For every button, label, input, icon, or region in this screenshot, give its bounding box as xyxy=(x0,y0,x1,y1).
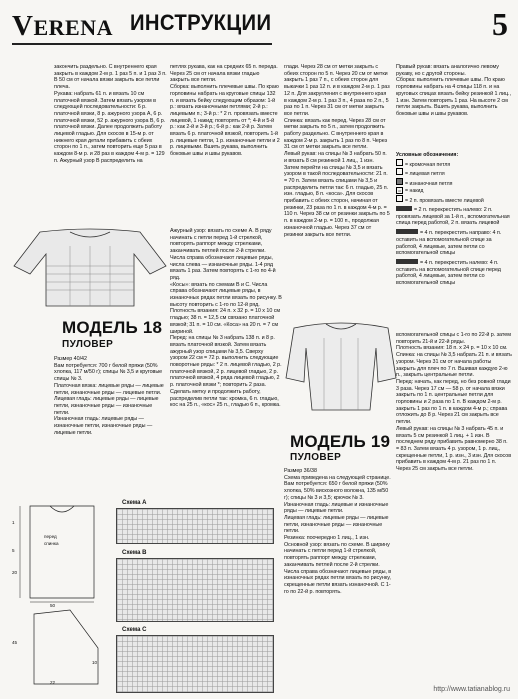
model18-title: МОДЕЛЬ 18 xyxy=(62,318,163,337)
col4-text xyxy=(396,64,512,118)
col1-top-paragraph: закончить раздельно. С внутреннего края закрыть в каждом 2-м р. 1 раз 5 п. и 1 раз 3 п. В 50 см от начала вязки закрыть все петли плеча. xyxy=(54,64,167,91)
legend-title: Условные обозначения: xyxy=(396,152,459,158)
legend-cable-2: = 4 п. перекрестить направо: 4 п. оставить на вспомогательной спице за работой, 4 лицевые, затем петли со вспомогательной спицы xyxy=(396,230,502,257)
model19-sketch xyxy=(284,318,398,414)
header-rule xyxy=(12,43,272,45)
page-title: ИНСТРУКЦИИ xyxy=(130,10,272,35)
col4-rows-paragraph: вспомогательной спицы с 1-го по 22-й р. затем повторить 21-й и 22-й ряды. xyxy=(396,332,511,345)
model19-purl: Изнаночная гладь: лицевые и изнаночные ряды — лицевые петли. xyxy=(284,501,389,515)
col4-top-paragraph: Правый рукав: вязать аналогично левому рукаву, но с другой стороны. xyxy=(396,64,499,77)
model19-stockinette: Лицевая гладь: лицевые ряды — лицевые петли, изнаночные ряды — изнаночные петли. xyxy=(284,514,389,535)
schema-c-label: Схема С xyxy=(122,627,147,633)
model18-sketch xyxy=(10,226,170,310)
col2-density-paragraph: Плотность вязания: 24 п. х 32 р. = 10 х 10 см гладью; 38 п. = 12,5 см связано платочной вязкой; 31 п. = 10 см. «Коса» на 20 п. = 7 см шириной. xyxy=(170,308,281,335)
watermark: http://www.tatianablog.ru xyxy=(433,686,510,693)
legend-item-4: = 2 п. провязать вместе лицевой xyxy=(396,195,514,205)
page-number: 5 xyxy=(492,6,508,42)
legend-item-0: = кромочная петля xyxy=(396,159,514,169)
model19-intro: Схема приведена на следующей странице. xyxy=(284,474,391,481)
col3-back-paragraph: Спинка: вязать как перед. Через 28 см от метки закрыть по 5 п., затем продолжить работу раздельно. С внутреннего края в каждом 2-м р. закрыть 1 раз по 8 п. Через 31 см от метки закрыть все петли. xyxy=(284,117,388,151)
dim-label-back: спинка xyxy=(44,541,59,546)
col2-lace-paragraph: Ажурный узор: вязать по схеме А. В ряду начинать с петли перед 1-й стрелкой, повторять раппорт между стрелками, заканчивать петлей после 2-й стрелки. Числа справа обозначают лицевые ряды, числа слева — изнаночные ряды. 1-4 ряд вязать 1 раз. Затем повторять с 1-го по 4-й ряд. xyxy=(170,228,276,281)
model18-garter: Платочная вязка: лицевые ряды — лицевые петли, изнаночные ряды — лицевые петли. xyxy=(54,382,164,396)
legend-item-2: = изнаночная петля xyxy=(396,178,514,188)
model18-details xyxy=(54,356,168,436)
model19-materials: Вам потребуется: 650 г белой пряжи (50% хлопка, 50% вискозного волокна, 135 м/50 г); спицы № 3 и 3,5; крючок № 3. xyxy=(284,481,389,501)
col4-front-paragraph: Перед: начать, как перед, но без ровной глади 3 раза. Через 17 см — 58 р. от начала вязки закрыть по 1 п. центральные петли для горловины и 2 раза по 1 п. В каждом 2-м р. закрыть 1 раз по 1 п. в каждом 4-м р.; справа отложить до 8 р. Через 21 см закрыть все петли. xyxy=(396,378,511,426)
model19-pattern: Основной узор: вязать по схеме. В ширину начинать с петли перед 1-й стрелкой, повторять раппорт между стрелками, заканчивать петлей после 2-й стрелки. Числа справа обозначают лицевые ряды, в изнаночных рядах петли вязать по рисунку, скрещенные петли вязать изнаночной. С 1-го по 22-й р. повторять. xyxy=(284,541,392,595)
col2-cables-paragraph: «Косы»: вязать по схемам В и С. Числа справа обозначают лицевые ряды, в изнаночных рядах петли вязать по рисунку. В высоту повторить с 1-го по 12-й ряд. xyxy=(170,281,282,308)
col2-top-paragraph: петлях рукава, как на средних 65 п. переда. Через 25 см от начала вязки гладью закрыть все петли. xyxy=(170,64,278,84)
col4-assembly-paragraph: Сборка: выполнить плечевые швы. По краю горловины набрать на 4 спицы 118 п. и на круговых спицах вязать бейку резинкой 1 лиц., 1 изн. Затем повторить 1 раз. На высоте 2 см петли закрыть. Вшить рукава, выполнить боковые швы и швы рукавов. xyxy=(396,77,511,117)
model19-subtitle: ПУЛОВЕР xyxy=(290,452,342,463)
schema-b-label: Схема В xyxy=(122,550,147,556)
col3-top-paragraph: глади. Через 28 см от метки закрыть с обеих сторон по 5 п. Через 20 см от метки закрыть 1 раз 7 п., с обеих сторон для выкачки 1 раз 12 п. и в каждом 2-м р. 1 раз 12 п. Для закругления с внутреннего края в каждом 2-м р. 1 раз 3 п., 4 раза по 2 п., 5 раз по 1 п. Через 31 см от метки закрыть все петли. xyxy=(284,64,390,117)
col1-text xyxy=(54,64,168,165)
col4-lower-text xyxy=(396,332,512,473)
col3-sleeves-paragraph: Левый рукав: на спицы № 3 набрать 50 п. и вязать 8 см резинкой 1 лиц., 1 изн. Затем перейти на спицы № 3,5 и вязать узором в такой последовательности: 21 п. = 70 п. Затем вязать спицами № 3,5 и распределить петли так: 6 п. гладью, 25 п. изн. гладью, 8 п. «коса». Для скосов прибавить с обеих сторон, начиная от резинки, 23 раза по 1 п. в каждом 4-м р. = 110 п. Через 38 см от резинки закрыть по 5 п. в каждом 2-м р. = 100 п., продолжая изнаночной гладью. Через 37 см от резинки закрыть все петли. xyxy=(284,151,390,238)
legend-item-3: o = накид xyxy=(396,187,514,195)
legend xyxy=(396,152,514,287)
model18-reverse: Изнаночная гладь: лицевые ряды — изнаночные петли, изнаночные ряды — лицевые петли. xyxy=(54,416,153,436)
dim-value-4: 45 xyxy=(12,640,18,645)
model18-materials: Вам потребуется: 700 г белой пряжи (50% хлопка, 117 м/50 г); спицы № 3,5 и круговые спицы № 3. xyxy=(54,362,163,383)
schema-a-label: Схема А xyxy=(122,500,147,506)
dim-value-0: 1 xyxy=(12,520,15,525)
col4-left-sleeve-paragraph: Левый рукав: на спицы № 3 набрать 45 п. и вязать 5 см резинкой 1 лиц. + 1 изн. В последнем ряду прибавить равномерно 38 п. = 83 п. Затем вязать 4 р. узором, 1 р. лиц., скрещенные петли, 1 р. изн., 3 изн. Для скосов прибавить в каждом 4-м р. 21 раз по 1 п. Через 25 см закрыть все петли. xyxy=(396,425,512,473)
col2-lower-text xyxy=(170,228,282,409)
legend-item-1: = лицевая петля xyxy=(396,168,514,178)
schema-a-chart xyxy=(116,508,274,544)
col4-back-paragraph: Спинка: на спицы № 3,5 набрать 21 п. и вязать узором. Через 31 см от начала работы закрыть для плеч по 7 п. Вшивая каждую 2-ю п., закрыть центральные петли. xyxy=(396,352,512,379)
col1-sleeves-paragraph: Рукава: набрать 61 п. и вязать 10 см платочной вязкой. Затем вязать узором в следующей последовательности: 6 р. платочной вязки, 8 р. ажурного узора А, 6 р. платочной вязки, 52 р. ажурного узора В, 6 р. платочной вязки. Далее продолжить работу лицевой гладью. Для скосов в 15-м р. от нижнего края детали прибавить с обеих сторон по 1 п., затем повторить еще 5 раз в каждом 8-м р. и 28 раз в каждом 4-м р. = 129 п. Ажурный узор В распределить на xyxy=(54,90,166,164)
model18-stockinette: Лицевая гладь: лицевые ряды — лицевые петли, изнаночные ряды — изнаночные петли. xyxy=(54,396,159,416)
brand-logo: VERENA xyxy=(12,10,113,42)
dim-value-5: 22 xyxy=(50,680,56,685)
legend-cable-3: = 4 п. перекрестить налево: 4 п. оставить на вспомогательной спице перед работой, 4 лицевые, затем петли со вспомогательной спицы xyxy=(396,259,501,287)
model19-details xyxy=(284,468,392,595)
model19-rib: Резинка: поочередно 1 лиц., 1 изн. xyxy=(284,535,370,542)
dim-label-front: перед xyxy=(44,534,57,539)
legend-cable-1: = 2 п. перекрестить налево: 2 п. провязать лицевой за 1-й п., вспомогательная спица перед работой, 2 п. вязать лицевой xyxy=(396,207,510,227)
col2-text xyxy=(170,64,280,158)
schema-c-chart xyxy=(116,635,274,693)
model18-subtitle: ПУЛОВЕР xyxy=(62,339,114,350)
dim-value-3: 50 xyxy=(50,603,56,608)
dim-value-2: 20 xyxy=(12,570,18,575)
col3-text xyxy=(284,64,390,238)
col2-front-paragraph: Перед: на спицы № 3 набрать 138 п. и 8 р. вязать платочной вязкой. Затем вязать ажурный узор спицами № 3,5. Сверху узором 22 см = 72 р. выполнить следующие поворотные ряды: * 2 п. лицевой гладью, 2 р. платочной вязкой, 2 р. лицевой гладью, 2 р. платочной вязкой, 4 ряда лицевой гладью, 2 р. платочной вязки *; повторить 2 раза. Сделать метку и продолжить работу, распределив петли так: кромка, 6 п. гладью, кос на 25 п., «кос» 25 п., гладью 6 п., кромка. xyxy=(170,335,282,409)
model19-size: Размер 36/38 xyxy=(284,468,317,474)
schema-b-chart xyxy=(116,558,274,622)
col2-assembly-paragraph: Сборка: выполнить плечевые швы. По краю горловины набрать на круговые спицы 132 п. и вязать бейку следующим образом: 1-й р.: вязать изнаночными петлями; 2-й р.: лицевыми п.; 3-й р.: * 2 п. провязать вместе лицевой, 1 накид; повторять от *; 4-й и 5-й р.: как 2-й и 3-й р.; 6-й р.: как 2-й р. Затем вязать 6 р. платочной вязкой, повторить 1-й р. лицевые петли, 1 р. изнаночные петли и 2 р. лицевыми. Вшить рукава, выполнить боковые швы и швы рукавов. xyxy=(170,84,280,158)
model19-title: МОДЕЛЬ 19 xyxy=(290,432,391,451)
dim-value-6: 10 xyxy=(92,660,98,665)
col4-density-paragraph: Плотность вязания: 18 п. х 24 р. = 10 х 10 см. xyxy=(396,345,508,352)
dim-value-1: 5 xyxy=(12,548,15,553)
model18-size: Размер 40/42 xyxy=(54,356,87,362)
